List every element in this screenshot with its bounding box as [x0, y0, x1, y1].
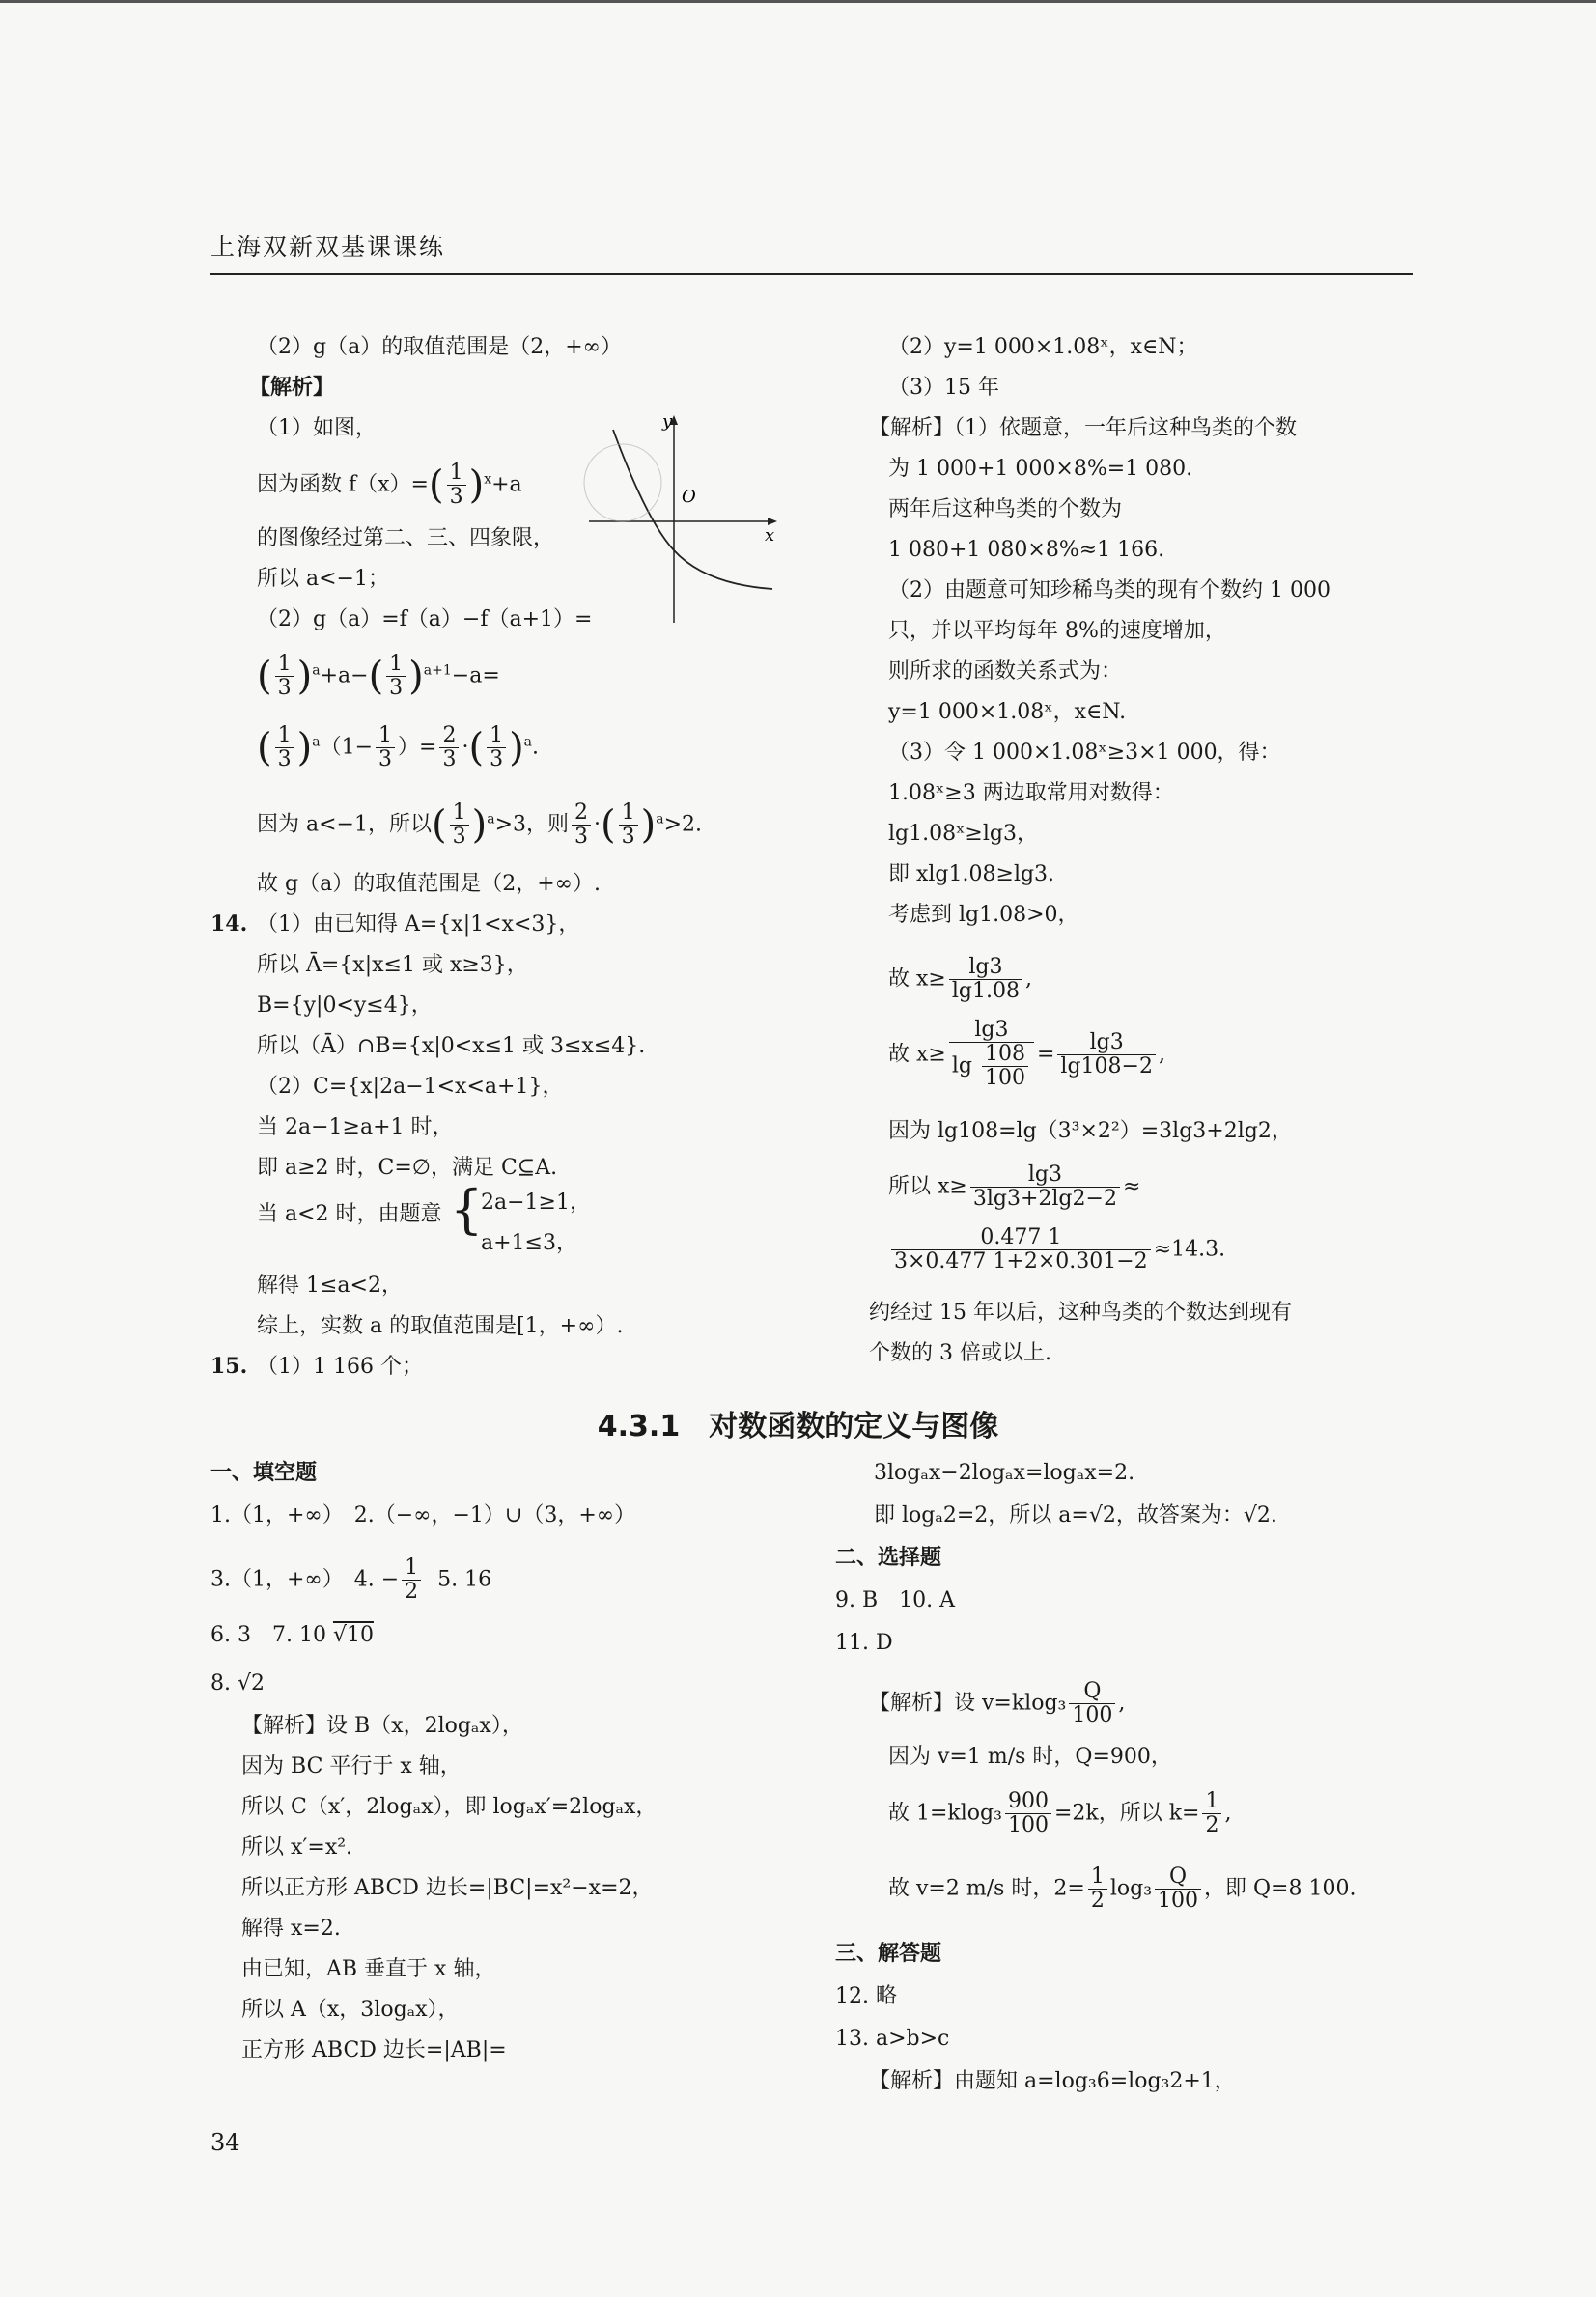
answer-line: 13. a>b>c [835, 2027, 950, 2051]
text-line: （2）y=1 000×1.08ˣ，x∈N； [888, 335, 1198, 359]
page-header: 上海双新双基课课练 [210, 233, 446, 261]
text-line: 的图像经过第二、三、四象限， [257, 526, 555, 550]
text-line: 当 2a−1≥a+1 时， [257, 1115, 454, 1139]
text-line: 所以 a<−1； [257, 567, 389, 591]
page-number: 34 [210, 2129, 240, 2156]
math-line: 因为 a<−1，所以( $\frac{1}{3}$ )$^a$>3，则 $\frac{2}{3}$ ·( $\frac{1}{3}$ )$^a$>2. [257, 800, 703, 850]
math-line: 故 1=klog₃ $\frac{900}{100}$ =2k，所以 k= $\frac{1}{2}$ , [888, 1789, 1232, 1838]
text-line: 即 a≥2 时，C=∅，满足 C⊆A. [257, 1156, 558, 1180]
math-line: 故 x≥ $\frac{\lg 3}{\lg 1.08}$ , [888, 955, 1032, 1004]
text-line: 所以 Ā={x|x≤1 或 x≥3}， [257, 953, 528, 977]
text-line: 为 1 000+1 000×8%=1 080. [888, 457, 1193, 481]
text-line: （2）C={x|2a−1<x<a+1}， [257, 1075, 564, 1099]
math-line: 故 x≥ lg3 lg $\frac{108}{100}$ = $\frac{\lg 3}{\lg 108-2}$ , [888, 1018, 1165, 1091]
analysis-label: 【解析】 [249, 375, 335, 400]
math-line: ( $\frac{1}{3}$ )$^a$+a−( $\frac{1}{3}$ )$^{a+1}$−a= [257, 652, 500, 701]
answer-line: 12. 略 [835, 1984, 897, 2008]
text-line: 由已知，AB 垂直于 x 轴， [241, 1957, 496, 1981]
text-line: （1）1 166 个； [257, 1355, 423, 1379]
text-line: 所以正方形 ABCD 边长=|BC|=x²−x=2， [241, 1876, 654, 1900]
x-axis-arrow [768, 518, 777, 525]
text-line: 则所求的函数关系式为： [888, 659, 1123, 684]
text-line: （3）令 1 000×1.08ˣ≥3×1 000，得： [888, 741, 1281, 765]
text-line: （2）g（a）的取值范围是（2，+∞） [257, 335, 622, 359]
math-line: 因为函数 f（x）=( $\frac{1}{3}$ )$^x$+a [257, 461, 522, 510]
y-axis-label: y [662, 411, 673, 432]
section-title: 4.3.1 对数函数的定义与图像 [597, 1410, 999, 1443]
math-line: 【解析】设 v=klog₃ $\frac{Q}{100}$ , [869, 1679, 1126, 1728]
text-line: 综上，实数 a 的取值范围是[1，+∞）. [257, 1314, 624, 1338]
text-line: （1）如图， [257, 416, 377, 440]
text-line: 即 logₐ2=2，所以 a=√2，故答案为：√2. [874, 1503, 1277, 1527]
text-line: 故 g（a）的取值范围是（2，+∞）. [257, 872, 601, 896]
header-rule [210, 273, 1413, 275]
question-number: 14. [210, 911, 248, 937]
math-line: 所以 x≥ $\frac{\lg 3}{3\lg 3+2\lg 2-2}$ ≈ [888, 1163, 1141, 1212]
text-line: lg1.08ˣ≥lg3， [888, 822, 1038, 846]
text-line: 即 xlg1.08≥lg3. [888, 862, 1055, 886]
text-line: 因为 lg108=lg（3³×2²）=3lg3+2lg2， [888, 1119, 1293, 1143]
section-heading: 二、选择题 [835, 1545, 942, 1570]
text-line: 只，并以平均每年 8%的速度增加， [888, 619, 1226, 643]
text-line: 正方形 ABCD 边长=|AB|= [241, 2038, 507, 2062]
answer-line: 3.（1，+∞） 4. − $\frac{1}{2}$ 5. 16 [210, 1555, 492, 1605]
function-curve [613, 430, 775, 589]
text-line: 1 080+1 080×8%≈1 166. [888, 538, 1165, 562]
text-line: B={y|0<y≤4}， [257, 994, 433, 1018]
text-line: 所以 A（x，3logₐx）， [241, 1998, 460, 2022]
answer-line: 6. 3 7. 10 √10 [210, 1623, 374, 1647]
text-line: 因为 BC 平行于 x 轴， [241, 1754, 462, 1779]
origin-label: O [682, 487, 696, 507]
text-line: （3）15 年 [888, 376, 999, 400]
text-line: 【解析】设 B（x，2logₐx）， [241, 1714, 523, 1738]
answer-line: 1.（1，+∞） 2.（−∞，−1）∪（3，+∞） [210, 1503, 636, 1527]
text-line: 两年后这种鸟类的个数为 [888, 497, 1123, 521]
text-line: a+1≤3， [481, 1231, 577, 1255]
answer-line: 8. √2 [210, 1671, 265, 1695]
text-line: （2）g（a）=f（a）−f（a+1）= [257, 607, 593, 631]
top-rule [0, 0, 1596, 3]
text-line: 因为 v=1 m/s 时，Q=900， [888, 1745, 1172, 1769]
text-line: 所以 x′=x². [241, 1835, 353, 1860]
text-line: 【解析】由题知 a=log₃6=log₃2+1， [869, 2069, 1236, 2093]
math-line: 故 v=2 m/s 时，2= $\frac{1}{2}$ log₃ $\frac{Q}{100}$ ，即 Q=8 100. [888, 1864, 1357, 1914]
text-line: 当 a<2 时，由题意 [257, 1202, 442, 1226]
text-line: 2a−1≥1， [481, 1191, 591, 1215]
math-line: $\frac{0.477 1}{3\times 0.477 1+2\times 0.301-2}$ ≈14.3. [888, 1226, 1225, 1274]
text-line: 所以 C（x′，2logₐx），即 logₐx′=2logₐx， [241, 1795, 658, 1819]
math-line: ( $\frac{1}{3}$ )$^a$（1− $\frac{1}{3}$ ）= $\frac{2}{3}$ ·( $\frac{1}{3}$ )$^a$. [257, 723, 540, 772]
answer-line: 11. D [835, 1631, 893, 1655]
x-axis-label: x [765, 525, 775, 546]
text-line: y=1 000×1.08ˣ，x∈N. [888, 700, 1127, 724]
text-line: （2）由题意可知珍稀鸟类的现有个数约 1 000 [888, 578, 1330, 602]
section-heading: 一、填空题 [210, 1460, 318, 1485]
section-heading: 三、解答题 [835, 1941, 942, 1966]
question-number: 15. [210, 1354, 248, 1379]
text-line: 3logₐx−2logₐx=logₐx=2. [874, 1461, 1135, 1485]
function-graph [579, 406, 782, 628]
text-line: 解得 1≤a<2， [257, 1274, 403, 1298]
text-line: 个数的 3 倍或以上. [869, 1341, 1051, 1365]
text-line: 考虑到 lg1.08>0， [888, 903, 1079, 927]
text-line: 解得 x=2. [241, 1917, 341, 1941]
answer-line: 9. B 10. A [835, 1588, 956, 1612]
text-line: （1）由已知得 A={x|1<x<3}， [257, 912, 580, 937]
text-line: 约经过 15 年以后，这种鸟类的个数达到现有 [869, 1301, 1292, 1325]
brace: { [450, 1179, 484, 1240]
text-line: 所以（Ā）∩B={x|0<x≤1 或 3≤x≤4}. [257, 1034, 646, 1058]
text-line: 1.08ˣ≥3 两边取常用对数得： [888, 781, 1174, 805]
text-line: 【解析】（1）依题意，一年后这种鸟类的个数 [869, 416, 1297, 440]
